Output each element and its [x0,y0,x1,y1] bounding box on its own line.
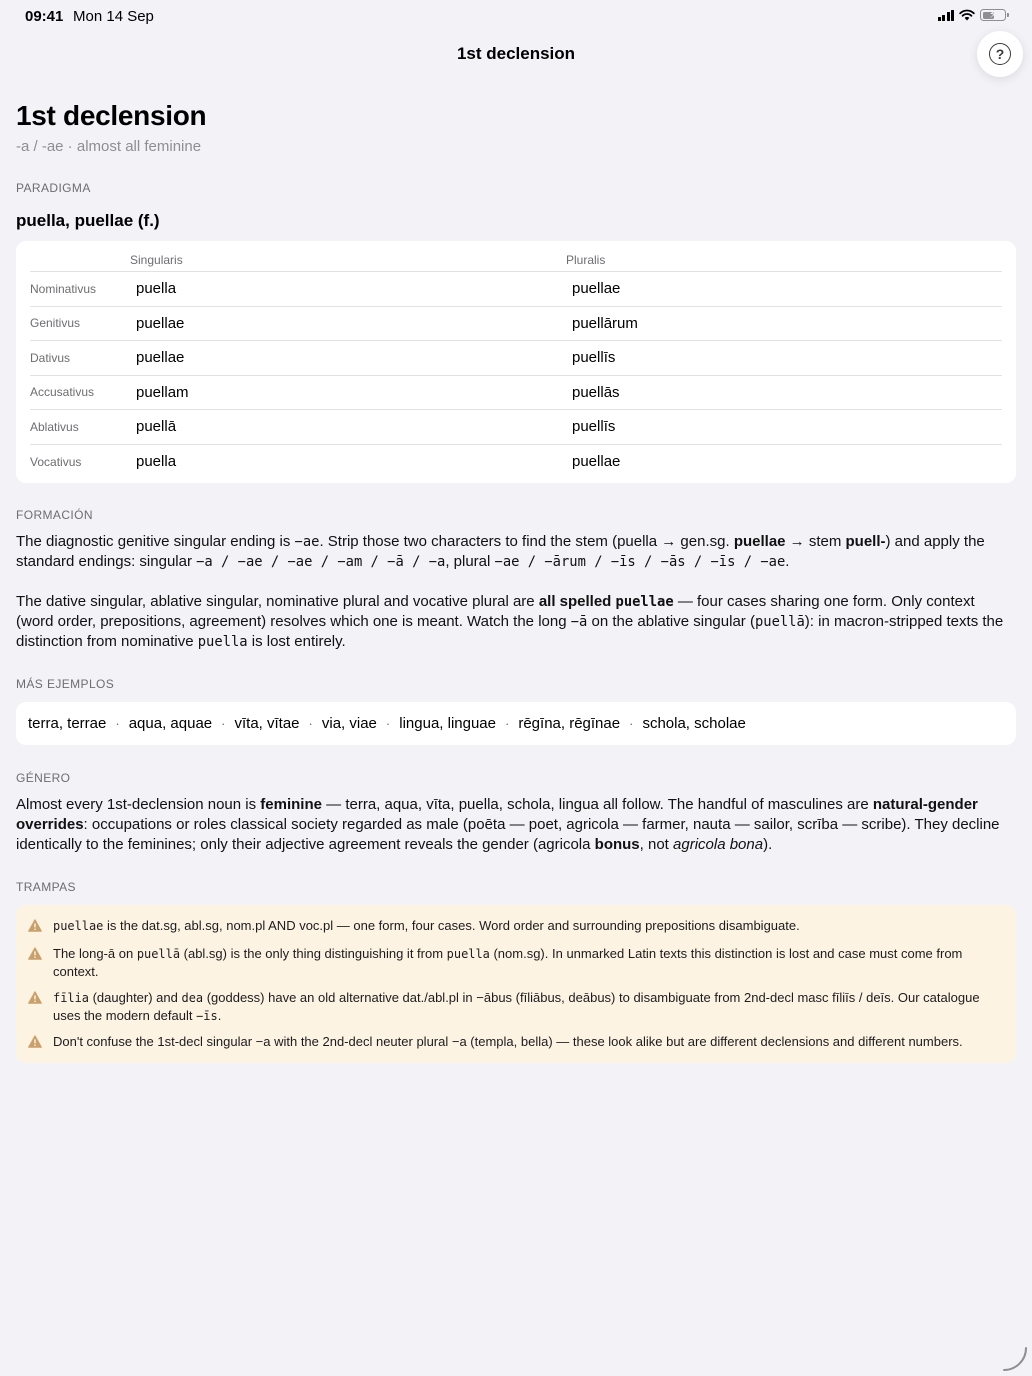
case-label: Dativus [30,350,71,365]
pitfall-item [28,945,1004,981]
warning-triangle-icon [28,1033,53,1053]
content [16,100,1016,1063]
example-item: terra, terrae [28,715,107,732]
example-item: vīta, vītae [234,715,300,732]
table-row [30,272,1002,307]
formation-paragraph: The diagnostic genitive singular ending is −ae. Strip those two characters to find the stem (puella → gen.sg. puellae → stem puell-) and apply the standard endings: singular −a / −ae / −ae / −am / −ā / −a, plural −ae / −ārum / −īs / −ās / −īs / −ae. [16,533,985,570]
plural-form: puellīs [572,349,616,367]
table-header [30,249,1002,272]
nav-title: 1st declension [456,44,576,63]
case-label: Nominativus [30,281,97,296]
section-label-genero: GÉNERO [16,771,71,785]
separator-dot: · [221,716,226,731]
singular-form: puellam [136,383,189,401]
paradigm-table [16,241,1016,483]
case-label: Ablativus [30,419,79,434]
status-time: 09:41 [25,8,64,25]
separator-dot: · [505,716,510,731]
separator-dot: · [115,716,120,731]
syncretism-paragraph: The dative singular, ablative singular, nominative plural and vocative plural are all spelled puellae — four cases sharing one form. Only context (word order, prepositions, agreement) resolves which one is meant. Watch the long −ā on the ablative singular (puellā): in macron-stripped texts the distinction from nominative puella is lost entirely. [16,593,1004,650]
example-item: via, viae [321,715,377,732]
battery-charging-icon: ⚡ [980,9,1006,21]
pitfall-item [28,917,1004,937]
plural-form: puellārum [572,314,638,332]
singular-form: puellae [136,314,185,332]
section-label-formacion: FORMACIÓN [16,508,93,522]
status-bar [0,0,1032,32]
table-row [30,307,1002,342]
singular-form: puellā [136,418,177,436]
page-subtitle: -a / -ae · almost all feminine [16,138,202,155]
gender-paragraph: Almost every 1st-declension noun is feminine — terra, aqua, vīta, puella, schola, lingua all follow. The handful of masculines are natural-gender overrides: occupations or roles classical society regarded as male (poēta — poet, agricola — farmer, nauta — sailor, scrība — scribe). They decline identically to the feminines; only their adjective agreement reveals the gender (agricola bonus, not agricola bona). [16,796,1000,853]
warning-triangle-icon [28,989,53,1009]
col-singular-header: Singularis [130,253,183,267]
status-date: Mon 14 Sep [73,8,154,25]
cellular-signal-icon [938,10,955,21]
wifi-icon [959,9,975,21]
status-icons [938,9,1007,21]
question-mark-circle-icon: ? [989,43,1011,65]
singular-form: puella [136,280,177,298]
example-item: schola, scholae [642,715,746,732]
table-row [30,410,1002,445]
plural-form: puellās [572,383,620,401]
case-label: Genitivus [30,316,81,331]
table-row [30,341,1002,376]
separator-dot: · [308,716,313,731]
pitfall-item [28,1033,1004,1053]
pitfall-text: Don't confuse the 1st-decl singular −a with the 2nd-decl neuter plural −a (templa, bella) — these look alike but are different declensions and different numbers. [53,1034,963,1049]
table-row [30,445,1002,480]
singular-form: puellae [136,349,185,367]
pitfall-item [28,989,1004,1025]
separator-dot: · [629,716,634,731]
warning-triangle-icon [28,945,53,965]
pitfall-text: fīlia (daughter) and dea (goddess) have an old alternative dat./abl.pl in −ābus (fīliābus, deābus) to disambiguate from 2nd-decl masc fīliīs / deīs. Our catalogue uses the modern default −īs. [53,990,980,1023]
page-title: 1st declension [16,100,207,131]
help-button[interactable] [977,31,1023,77]
pitfalls-card [16,905,1016,1063]
paradigm-lemma: puella, puellae (f.) [16,211,160,230]
plural-form: puellae [572,453,621,471]
separator-dot: · [385,716,391,731]
example-item: rēgīna, rēgīnae [518,715,621,732]
section-label-ejemplos: MÁS EJEMPLOS [16,677,115,691]
warning-triangle-icon [28,917,53,937]
table-row [30,376,1002,411]
section-label-paradigma: PARADIGMA [16,181,91,195]
plural-form: puellae [572,280,621,298]
col-plural-header: Pluralis [566,253,606,267]
pitfall-text: The long-ā on puellā (abl.sg) is the only thing distinguishing it from puella (nom.sg). In unmarked Latin texts this distinction is lost and case must come from context. [53,946,963,979]
singular-form: puella [136,453,177,471]
pitfall-text: puellae is the dat.sg, abl.sg, nom.pl AND voc.pl — one form, four cases. Word order and surrounding prepositions disambiguate. [53,918,800,933]
case-label: Accusativus [30,385,95,400]
section-label-trampas: TRAMPAS [16,880,76,894]
examples-card [16,702,1016,745]
scroll-indicator-icon [1002,1346,1028,1372]
example-item: lingua, linguae [399,715,496,732]
plural-form: puellīs [572,418,616,436]
example-item: aqua, aquae [128,715,213,732]
case-label: Vocativus [30,454,82,469]
